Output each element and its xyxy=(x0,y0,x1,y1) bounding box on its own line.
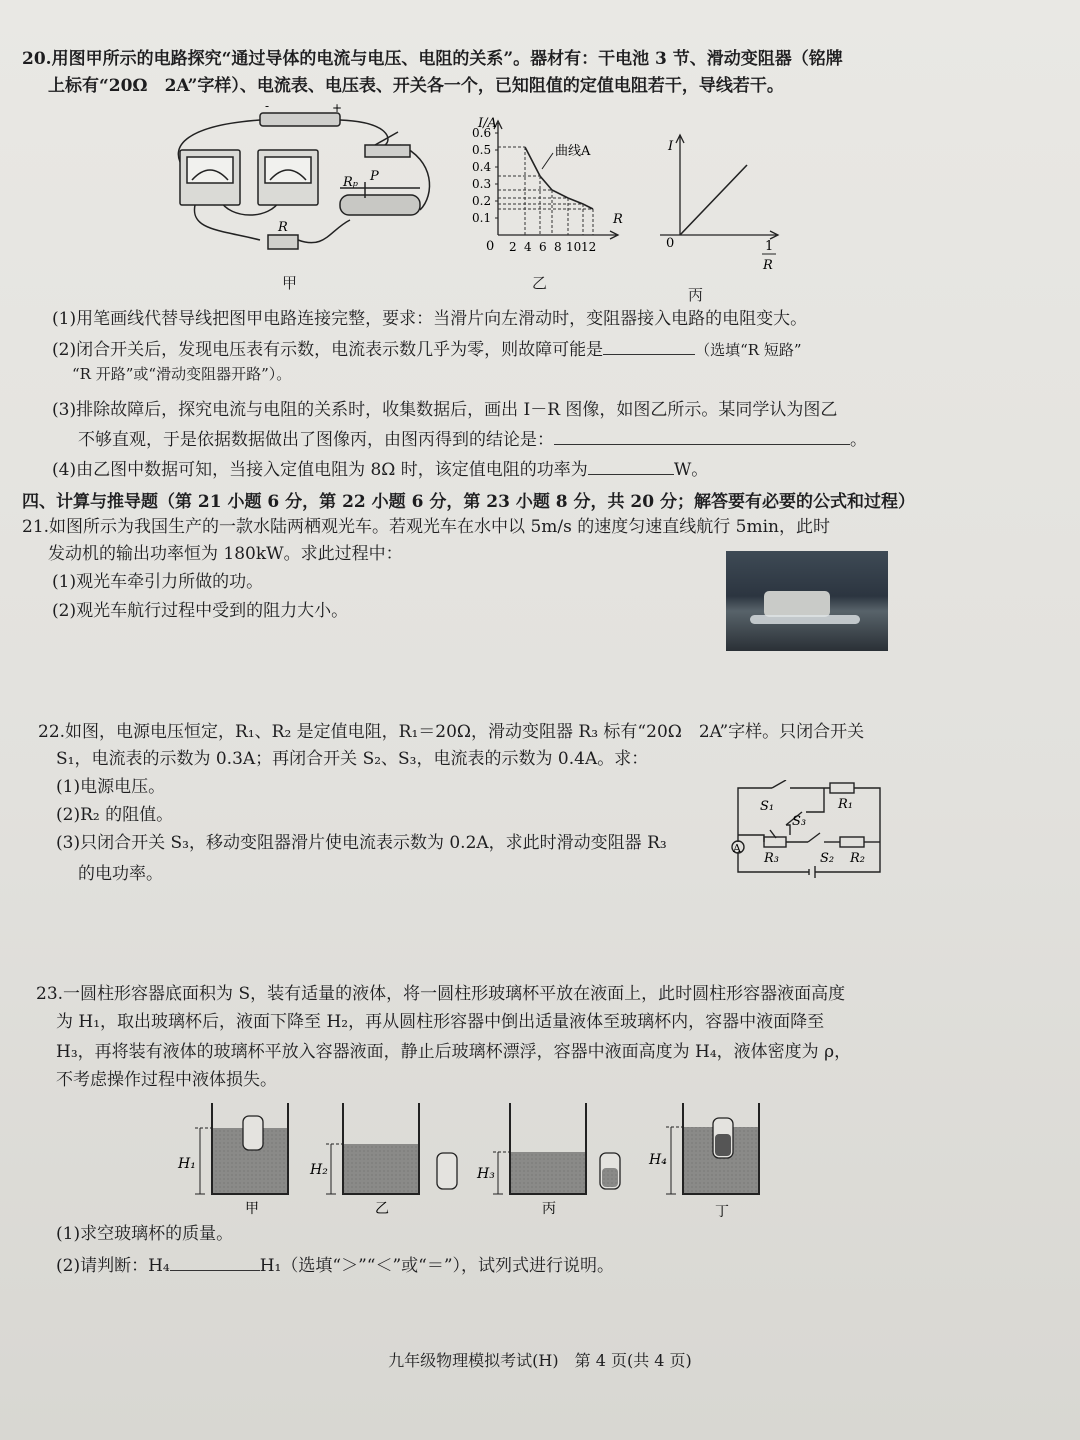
q20-part3-period: 。 xyxy=(850,430,867,450)
h1-label: H₁ xyxy=(178,1156,196,1172)
y-tick-label: 0.1 xyxy=(472,211,492,225)
q20-stem-line1: 20.用图甲所示的电路探究“通过导体的电流与电压、电阻的关系”。器材有：干电池 3 节、滑动变阻器（铭牌 xyxy=(22,49,843,69)
q20-part4-unit: W。 xyxy=(673,460,709,480)
x-tick-label: 2 xyxy=(509,240,517,254)
water-splash-shape xyxy=(750,615,860,624)
q21-stem-line1: 21.如图所示为我国生产的一款水陆两栖观光车。若观光车在水中以 5m/s 的速度匀速直线航行 5min，此时 xyxy=(22,517,830,537)
x-tick-label: 6 xyxy=(539,240,547,254)
figure-bing-caption: 丙 xyxy=(688,286,704,304)
figure-bing-caption-q23: 丙 xyxy=(542,1201,556,1217)
q20-power-blank[interactable] xyxy=(588,456,674,475)
switch-s2-label: S₂ xyxy=(820,851,835,866)
q20-stem-line2: 上标有“20Ω 2A”字样）、电流表、电压表、开关各一个，已知阻值的定值电阻若干，导线若干。 xyxy=(48,76,784,96)
bus-shape xyxy=(764,591,830,617)
q21-stem-line2: 发动机的输出功率恒为 180kW。求此过程中： xyxy=(48,544,403,564)
q22-part1: (1)电源电压。 xyxy=(56,777,166,797)
page-footer: 九年级物理模拟考试(H) 第 4 页(共 4 页) xyxy=(388,1351,692,1370)
q20-part2-text: (2)闭合开关后，发现电压表有示数，电流表示数几乎为零，则故障可能是 xyxy=(52,340,604,360)
switch-s1-label: S₁ xyxy=(760,799,775,814)
ammeter-symbol: A xyxy=(733,842,741,855)
q21-part1: (1)观光车牵引力所做的功。 xyxy=(52,572,264,592)
figure-yi-caption-q23: 乙 xyxy=(375,1201,389,1217)
battery-minus-label: - xyxy=(265,100,270,113)
q20-part3-line2 xyxy=(78,426,867,452)
i-axis-label: I/A xyxy=(478,116,497,131)
q22-circuit-diagram xyxy=(720,780,890,880)
circuit-apparatus-figure xyxy=(160,100,450,275)
q20-part4 xyxy=(52,456,708,482)
figure-yi-caption: 乙 xyxy=(532,274,548,292)
r-axis-label: R xyxy=(613,212,623,227)
i-inverse-r-graph xyxy=(650,125,790,275)
curve-a-label: 曲线A xyxy=(555,144,591,159)
q23-stem-line3: H₃，再将装有液体的玻璃杯平放入容器液面，静止后玻璃杯漂浮，容器中液面高度为 H₄，液体密度为 ρ， xyxy=(56,1042,852,1062)
origin-label-bing: 0 xyxy=(666,236,675,251)
q23-stem-line4: 不考虑操作过程中液体损失。 xyxy=(56,1070,277,1090)
switch-s3-label: S₃ xyxy=(792,814,807,829)
origin-label: 0 xyxy=(486,239,495,254)
q23-part1: (1)求空玻璃杯的质量。 xyxy=(56,1224,234,1244)
q23-stem-line1: 23.一圆柱形容器底面积为 S，装有适量的液体，将一圆柱形玻璃杯平放在液面上，此时圆柱形容器液面高度 xyxy=(36,984,846,1004)
q20-part1: (1)用笔画线代替导线把图甲电路连接完整，要求：当滑片向左滑动时，变阻器接入电路的电阻变大。 xyxy=(52,309,808,329)
slider-label: P xyxy=(370,169,379,184)
q20-part4-text: (4)由乙图中数据可知，当接入定值电阻为 8Ω 时，该定值电阻的功率为 xyxy=(52,460,588,480)
i-r-graph xyxy=(458,115,633,260)
resistor-r2-label: R₂ xyxy=(850,851,865,866)
container-bing xyxy=(476,1103,620,1194)
q20-conclusion-blank[interactable] xyxy=(554,426,850,445)
q23-stem-line2: 为 H₁，取出玻璃杯后，液面下降至 H₂，再从圆柱形容器中倒出适量液体至玻璃杯内，容器中液面降至 xyxy=(56,1012,825,1032)
x-tick-label: 8 xyxy=(554,240,562,254)
inverse-r-denominator: R xyxy=(763,258,773,273)
x-tick-label: 10 xyxy=(566,240,582,254)
q22-stem-line2: S₁，电流表的示数为 0.3A；再闭合开关 S₂、S₃，电流表的示数为 0.4A。求： xyxy=(56,749,649,769)
y-tick-label: 0.3 xyxy=(472,177,492,191)
h3-label: H₃ xyxy=(477,1166,495,1182)
battery-plus-label: + xyxy=(332,101,343,115)
q22-part2: (2)R₂ 的阻值。 xyxy=(56,805,174,825)
q22-stem-line1: 22.如图，电源电压恒定，R₁、R₂ 是定值电阻，R₁＝20Ω，滑动变阻器 R₃ 标有“20Ω 2A”字样。只闭合开关 xyxy=(38,722,865,742)
i-axis-label-bing: I xyxy=(668,139,674,154)
section-four-heading: 四、计算与推导题（第 21 小题 6 分，第 22 小题 6 分，第 23 小题 8 分，共 20 分；解答要有必要的公式和过程） xyxy=(22,492,915,512)
q23-container-figures xyxy=(175,1098,775,1218)
amphibious-bus-photo xyxy=(726,551,888,651)
q20-part2 xyxy=(52,336,802,362)
q21-part2: (2)观光车航行过程中受到的阻力大小。 xyxy=(52,601,349,621)
y-tick-label: 0.4 xyxy=(472,160,492,174)
figure-jia-caption-q23: 甲 xyxy=(245,1201,259,1217)
rheostat-label: Rₚ xyxy=(343,175,358,190)
q20-part3-text: 不够直观，于是依据数据做出了图像丙，由图丙得到的结论是： xyxy=(78,430,554,450)
container-jia xyxy=(177,1103,288,1194)
q23-part2-options: H₁（选填“＞”“＜”或“＝”），试列式进行说明。 xyxy=(259,1256,615,1276)
figure-jia-caption: 甲 xyxy=(282,274,298,292)
y-tick-label: 0.5 xyxy=(472,143,492,157)
y-tick-label: 0.2 xyxy=(472,194,492,208)
q20-fault-answer-blank[interactable] xyxy=(603,336,695,355)
x-tick-label: 12 xyxy=(581,240,597,254)
rheostat-r3-label: R₃ xyxy=(764,851,779,866)
q23-compare-blank[interactable] xyxy=(170,1252,260,1271)
x-tick-label: 4 xyxy=(524,240,532,254)
q23-part2 xyxy=(56,1252,614,1278)
resistor-r1-label: R₁ xyxy=(838,797,853,812)
resistor-label: R xyxy=(278,220,288,235)
h2-label: H₂ xyxy=(310,1162,328,1178)
q20-part2-options-a: （选填“R 短路” xyxy=(695,341,802,359)
q22-part3-line1: (3)只闭合开关 S₃，移动变阻器滑片使电流表示数为 0.2A，求此时滑动变阻器 R₃ xyxy=(56,833,667,853)
inverse-r-numerator: 1 xyxy=(765,239,774,254)
q23-part2-text: (2)请判断：H₄ xyxy=(56,1256,170,1276)
figure-ding-caption-q23: 丁 xyxy=(715,1204,729,1218)
q20-part2-options-b: “R 开路”或“滑动变阻器开路”）。 xyxy=(72,365,292,383)
h4-label: H₄ xyxy=(649,1152,667,1168)
q22-part3-line2: 的电功率。 xyxy=(78,864,163,884)
container-yi xyxy=(309,1103,457,1194)
container-ding xyxy=(648,1103,759,1194)
y-tick-label: 0.6 xyxy=(472,126,492,140)
q20-part3-line1: (3)排除故障后，探究电流与电阻的关系时，收集数据后，画出 I－R 图像，如图乙所示。某同学认为图乙 xyxy=(52,400,838,420)
